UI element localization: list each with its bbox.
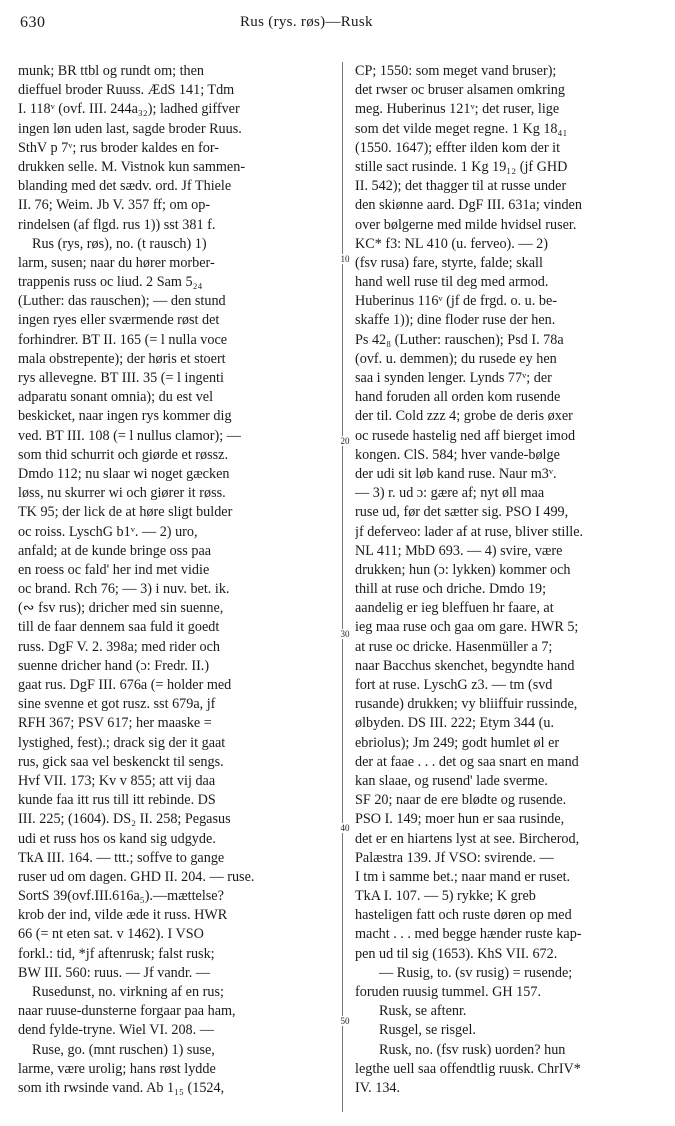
text-line: beskicket, naar ingen rys kommer dig: [18, 408, 232, 425]
text-line: Huberinus 116ᵛ (jf de frgd. o. u. be-: [355, 293, 557, 310]
margin-line-number: 50: [336, 1016, 354, 1026]
text-line: ebriolus); Jm 249; godt humlet øl er: [355, 734, 560, 751]
text-line: I tm i samme bet.; naar mand er ruset.: [355, 868, 571, 885]
text-line: SthV p 7ᵛ; rus broder kaldes en for-: [18, 139, 220, 156]
text-line: over bølgerne med milde hvidsel ruser.: [355, 216, 577, 233]
text-line: II. 542); det thagger til at russe under: [355, 178, 567, 195]
text-line: III. 225; (1604). DS₂ II. 258; Pegasus: [18, 811, 231, 828]
text-line: rys allevegne. BT III. 35 (= l ingenti: [18, 370, 224, 386]
text-line: der til. Cold zzz 4; grobe de deris øxer: [355, 408, 573, 425]
text-line: I. 118ᵛ (ovf. III. 244a₃₂); ladhed giffver: [18, 101, 240, 118]
page-number: 630: [20, 14, 46, 31]
text-line: — Rusig, to. (sv rusig) = rusende;: [379, 964, 573, 981]
text-line: der at faae . . . det og saa snart en mand: [355, 753, 579, 770]
text-line: ruser ud om dagen. GHD II. 204. — ruse.: [18, 868, 255, 885]
text-line: adparatu sonant omnia); du est vel: [18, 389, 214, 406]
text-line: thill at ruse och driche. Dmdo 19;: [355, 581, 547, 598]
text-line: udi et russ hos os kand sig udgyde.: [18, 830, 216, 847]
column-divider: [342, 62, 343, 1112]
text-line: løss, nu skurrer wi och giører it røss.: [18, 485, 226, 502]
text-line: oc roiss. LyschG b1ᵛ. — 2) uro,: [18, 523, 198, 540]
text-line: Rus (rys, røs), no. (t rausch) 1): [32, 235, 207, 252]
text-line: drukken selle. M. Vistnok kun sammen-: [18, 158, 246, 175]
text-line: — 3) r. ud ɔ: gære af; nyt øll maa: [355, 485, 545, 502]
text-line: TkA I. 107. — 5) rykke; K greb: [355, 888, 536, 905]
text-line: TkA III. 164. — ttt.; soffve to gange: [18, 849, 225, 866]
text-line: jf deferveo: lader af at ruse, bliver stille.: [355, 523, 584, 540]
text-line: gaat rus. DgF III. 676a (= holder med: [18, 677, 232, 693]
margin-line-number: 10: [336, 254, 354, 264]
text-line: (Luther: das rauschen); — den stund: [18, 293, 226, 310]
text-line: russ. DgF V. 2. 398a; med rider och: [18, 638, 221, 655]
text-line: foruden ruusig tummel. GH 157.: [355, 984, 541, 1000]
text-line: larme, være urolig; hans røst lydde: [18, 1060, 216, 1077]
text-line: KC* f3: NL 410 (u. ferveo). — 2): [355, 235, 548, 252]
text-line: Rusk, no. (fsv rusk) uorden? hun: [379, 1041, 566, 1058]
text-line: RFH 367; PSV 617; her maaske =: [18, 715, 212, 732]
text-line: Rusk, se aftenr.: [379, 1003, 467, 1020]
text-line: TK 95; der lick de at høre sligt bulder: [18, 504, 233, 521]
text-line: den skiønne aard. DgF III. 631a; vinden: [355, 197, 582, 214]
text-line: hand foruden all orden kom rusende: [355, 389, 561, 406]
text-line: dend fylde-tryne. Wiel VI. 208. —: [18, 1022, 214, 1039]
text-line: sine svenne et got rusz. sst 679a, jf: [18, 696, 216, 713]
margin-line-number: 20: [336, 436, 354, 446]
text-line: oc rusede hastelig ned aff bierget imod: [355, 427, 576, 444]
text-line: till de faar dennem saa fuld it goedt: [18, 619, 220, 636]
text-line: naar Bacchus skenchet, begyndte hand: [355, 657, 575, 674]
text-line: stille sact rusinde. 1 Kg 19₁₂ (jf GHD: [355, 158, 568, 175]
text-line: kunde faa itt rus till itt rebinde. DS: [18, 792, 216, 809]
text-line: som det vilde meget regne. 1 Kg 18₄₁: [355, 120, 568, 137]
text-line: rusande) drukken; vy bliiffuir russinde,: [355, 696, 578, 713]
text-line: pen ud til sig (1653). KhS VII. 672.: [355, 945, 558, 962]
page-header: [0, 0, 675, 44]
text-line: meg. Huberinus 121ᵛ; det ruser, lige: [355, 101, 560, 118]
text-line: Palæstra 139. Jf VSO: svirende. —: [355, 849, 554, 866]
text-line: ingen løn uden last, sagde broder Ruus.: [18, 120, 242, 137]
text-line: forkl.: tid, *jf aftenrusk; falst rusk;: [18, 945, 215, 962]
text-line: suenne dricher hand (ɔ: Fredr. II.): [18, 657, 210, 674]
text-line: rindelsen (af flgd. rus 1)) sst 381 f.: [18, 216, 216, 233]
text-line: Dmdo 112; nu slaar wi noget gæcken: [18, 465, 230, 482]
text-line: macht . . . med begge hænder ruste kap-: [355, 926, 582, 943]
text-line: fort at ruse. LyschG z3. — tm (svd: [355, 677, 553, 693]
text-line: CP; 1550: som meget vand bruser);: [355, 63, 557, 79]
text-line: som ith rwsinde vand. Ab 1₁₅ (1524,: [18, 1079, 225, 1096]
text-line: ruse ud, før det sætter sig. PSO I 499,: [355, 504, 569, 521]
text-line: BW III. 560: ruus. — Jf vandr. —: [18, 964, 211, 981]
text-line: der udi sit løb kand ruse. Naur m3ᵛ.: [355, 465, 557, 482]
margin-line-number: 30: [336, 629, 354, 639]
text-line: blanding med det sædv. ord. Jf Thiele: [18, 178, 232, 195]
text-line: Hvf VII. 173; Kv v 855; att vij daa: [18, 772, 216, 789]
text-line: det er en hiartens lyst at see. Bircherod,: [355, 830, 580, 847]
text-line: ølbyden. DS III. 222; Etym 344 (u.: [355, 715, 554, 732]
text-line: aandelig er ieg bleffuen hr faare, at: [355, 600, 554, 617]
text-line: NL 411; MbD 693. — 4) svire, være: [355, 542, 563, 559]
text-line: PSO I. 149; moer hun er saa rusinde,: [355, 811, 565, 828]
text-line: ved. BT III. 108 (= l nullus clamor); —: [18, 427, 241, 444]
text-line: (fsv rusa) fare, styrte, falde; skall: [355, 254, 543, 271]
text-line: Rusedunst, no. virkning af en rus;: [32, 984, 224, 1000]
text-line: anfald; at de kunde bringe oss paa: [18, 542, 212, 559]
text-line: IV. 134.: [355, 1079, 401, 1096]
text-line: larm, susen; naar du hører morber-: [18, 254, 215, 271]
text-line: det rwser oc bruser alsamen omkring: [355, 82, 565, 99]
text-line: ieg maa ruse och gaa om gare. HWR 5;: [355, 619, 579, 636]
text-line: forhindrer. BT II. 165 (= l nulla voce: [18, 331, 228, 348]
text-line: dieffuel broder Ruuss. ÆdS 141; Tdm: [18, 82, 235, 99]
running-head: Rus (rys. røs)—Rusk: [240, 14, 373, 30]
text-line: hand well ruse til deg med armod.: [355, 274, 549, 291]
text-line: Ruse, go. (mnt ruschen) 1) suse,: [32, 1041, 215, 1058]
text-line: SortS 39(ovf.III.616a₅).—mættelse?: [18, 888, 224, 905]
text-line: SF 20; naar de ere blødte og rusende.: [355, 792, 567, 809]
text-line: en roess oc fald' her ind met vidie: [18, 561, 210, 578]
text-line: munk; BR ttbl og rundt om; then: [18, 63, 205, 79]
text-line: lystighed, fest).; drack sig der it gaat: [18, 734, 226, 751]
text-line: kongen. ClS. 584; hver vande-bølge: [355, 446, 560, 463]
text-line: mala obstrepente); der høris et stoert: [18, 350, 226, 367]
left-column: [18, 62, 338, 1098]
text-line: skaffe 1)); dine floder ruse der hen.: [355, 312, 556, 329]
text-line: krob der ind, vilde æde it russ. HWR: [18, 907, 228, 924]
text-line: drukken; hun (ɔ: lykken) kommer och: [355, 561, 571, 578]
text-line: ingen ryes eller sværmende røst det: [18, 312, 220, 329]
text-line: (ovf. u. demmen); du rusede ey hen: [355, 350, 557, 367]
text-line: oc brand. Rch 76; — 3) i nuv. bet. ik.: [18, 581, 230, 598]
text-line: saa i synden lenger. Lynds 77ᵛ; der: [355, 370, 552, 386]
text-line: Rusgel, se risgel.: [379, 1022, 476, 1039]
text-line: at ruse oc dricke. Hasenmüller a 7;: [355, 638, 553, 655]
text-line: som thid schurrit och giørde et røssz.: [18, 446, 229, 463]
text-line: rus, gick saa vel beskenckt til sengs.: [18, 753, 224, 770]
text-line: 66 (= nt eten sat. v 1462). I VSO: [18, 926, 204, 943]
text-line: kan slaae, og rusend' lade sverme.: [355, 772, 548, 789]
text-line: legthe uell saa offendtlig ruusk. ChrIV*: [355, 1060, 581, 1077]
text-line: II. 76; Weim. Jb V. 357 ff; om op-: [18, 197, 211, 214]
text-line: (∾ fsv rus); dricher med sin suenne,: [18, 600, 224, 617]
margin-line-number: 40: [336, 823, 354, 833]
text-line: (1550. 1647); effter ilden kom der it: [355, 139, 561, 156]
right-column: [355, 62, 667, 1098]
text-line: naar ruuse-dunsterne forgaar paa ham,: [18, 1003, 236, 1020]
text-line: hasteligen fatt och ruste døren op med: [355, 907, 572, 924]
text-line: Ps 42₈ (Luther: rauschen); Psd I. 78a: [355, 331, 564, 348]
text-line: trappenis russ oc liud. 2 Sam 5₂₄: [18, 274, 203, 291]
